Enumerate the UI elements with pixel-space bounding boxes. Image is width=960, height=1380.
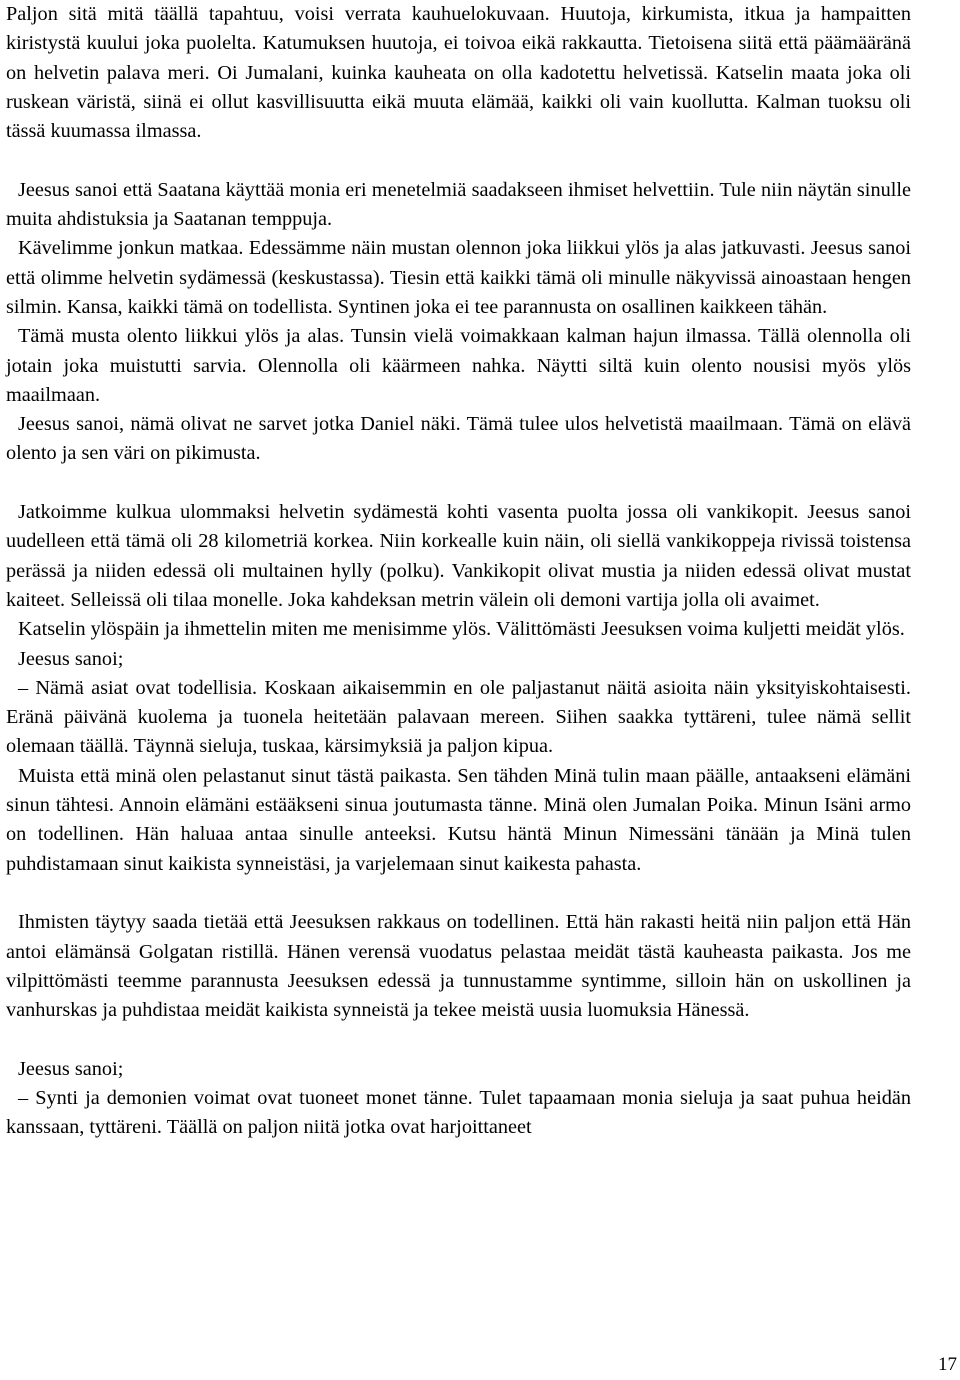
paragraph-4: Tämä musta olento liikkui ylös ja alas. Tunsin vielä voimakkaan kalman hajun ilmassa. Tällä olennolla oli jotain joka muistutti sarvia. Olennolla oli käärmeen nahka. Näytti siltä kuin olento nousisi myös ylös maailmaan. [6,325,911,406]
paragraph-5: Jeesus sanoi, nämä olivat ne sarvet jotka Daniel näki. Tämä tulee ulos helvetistä maailmaan. Tämä on elävä olento ja sen väri on pikimusta. [6,413,911,465]
paragraph-3: Kävelimme jonkun matkaa. Edessämme näin mustan olennon joka liikkui ylös ja alas jatkuvasti. Jeesus sanoi että olimme helvetin sydämessä (keskustassa). Tiesin että kaikki tämä oli minulle näkyvissä ainoastaan hengen silmin. Kansa, kaikki tämä on todellista. Syntinen joka ei tee parannusta on osallinen kaikkeen tähän. [6,237,911,318]
paragraph-9: – Nämä asiat ovat todellisia. Koskaan aikaisemmin en ole paljastanut näitä asioita näin yksityiskohtaisesti. Eränä päivänä kuolema ja tuonela heitetään palavaan mereen. Siihen saakka tyttäreni, tulee nämä sellit olemaan täällä. Täynnä sieluja, tuskaa, kärsimyksiä ja paljon kipua. [6,676,911,758]
page-number: 17 [938,1354,957,1375]
paragraph-12: Jeesus sanoi; [18,1057,124,1080]
paragraph-2: Jeesus sanoi että Saatana käyttää monia eri menetelmiä saadakseen ihmiset helvettiin. Tule niin näytän sinulle muita ahdistuksia ja Saatanan temppuja. [6,178,911,231]
document-page [6,0,911,1143]
paragraph-13: – Synti ja demonien voimat ovat tuoneet monet tänne. Tulet tapaamaan monia sieluja ja saat puhua heidän kanssaan, tyttäreni. Täällä on paljon niitä jotka ovat harjoittaneet [6,1086,911,1139]
paragraph-8: Jeesus sanoi; [18,647,124,670]
paragraph-11: Ihmisten täytyy saada tietää että Jeesuksen rakkaus on todellinen. Että hän rakasti heitä niin paljon että Hän antoi elämänsä Golgatan ristillä. Hänen verensä vuodatus pelastaa meidät tästä kauheasta paikasta. Jos me vilpittömästi teemme parannusta Jeesuksen edessä ja tunnustamme syntimme, silloin hän on uskollinen ja vanhurskas ja puhdistaa meidät kaikista synneistä ja tekee meistä uusia luomuksia Hänessä. [6,911,911,1022]
paragraph-10: Muista että minä olen pelastanut sinut tästä paikasta. Sen tähden Minä tulin maan päälle, antaakseni elämäni sinun tähtesi. Annoin elämäni estääkseni sinua joutumasta tänne. Minä olen Jumalan Poika. Minun Isäni armo on todellinen. Hän haluaa antaa sinulle anteeksi. Kutsu häntä Minun Nimessäni tänään ja Minä tulen puhdistamaan sinut kaikista synneistäsi, ja varjelemaan sinut kaikesta pahasta. [6,764,911,875]
paragraph-1: Paljon sitä mitä täällä tapahtuu, voisi verrata kauhuelokuvaan. Huutoja, kirkumista, itkua ja hampaitten kiristystä kuului joka puolelta. Katumuksen huutoja, ei toivoa eikä rakkautta. Tietoisena siitä että päämääränä on helvetin palava meri. Oi Jumalani, kuinka kauheata on olla kadotettu helvetissä. Katselin maata joka oli ruskean väristä, siinä ei ollut kasvillisuutta eikä muuta elämää, kaikki oli vain kuollutta. Kalman tuoksu oli tässä kuumassa ilmassa. [6,3,911,143]
paragraph-7: Katselin ylöspäin ja ihmettelin miten me menisimme ylös. Välittömästi Jeesuksen voima kuljetti meidät ylös. [18,618,905,641]
paragraph-6: Jatkoimme kulkua ulommaksi helvetin sydämestä kohti vasenta puolta jossa oli vankikopit. Jeesus sanoi uudelleen että tämä oli 28 kilometriä korkea. Niin korkealle kuin näin, oli siellä vankikoppeja rivissä toistensa perässä ja niiden edessä oli multainen hylly (polku). Vankikopit olivat mustia ja niiden edessä olivat mustat kaiteet. Selleissä oli tilaa monelle. Joka kahdeksan metrin välein oli demoni vartija jolla oli avaimet. [6,501,911,611]
